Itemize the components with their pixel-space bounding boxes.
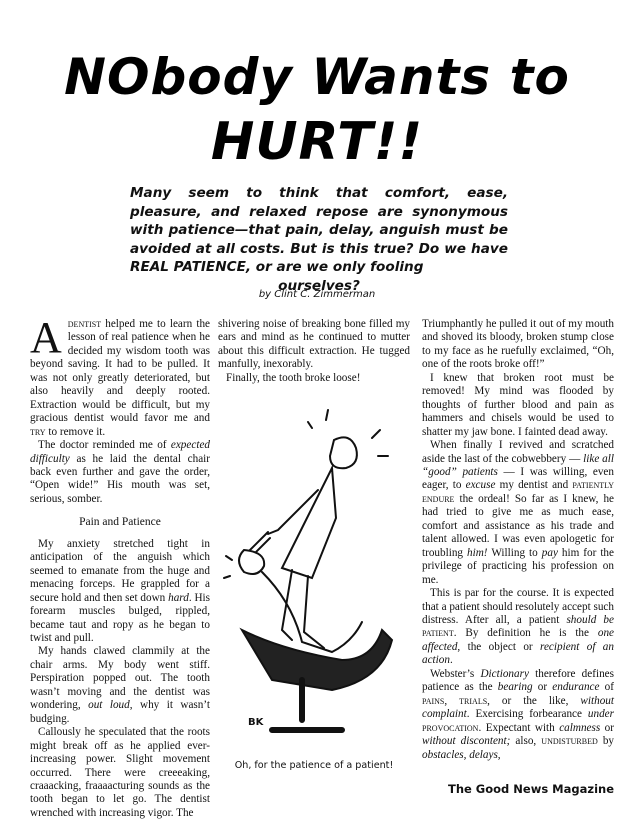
text: out loud xyxy=(88,699,130,712)
dentist-head xyxy=(330,437,357,468)
text: calmness xyxy=(559,721,601,734)
text: to remove it. xyxy=(45,425,106,438)
text: . By definition he is the xyxy=(453,627,598,640)
section-heading: Pain and Patience xyxy=(79,516,161,529)
text: helped me to learn the lesson of real patience when he decided my wisdom tooth was beyond saving. It had to be pulled. It was not only greatly deteriorated, but also heavily and deeply rooted. Extraction would be difficult, but my gracious dentist would favor me and xyxy=(30,318,210,425)
text: as he laid the dental chair back even further and gave the order, “Open wide!” His mouth was set, serious, somber. xyxy=(30,452,210,505)
drop-cap: A xyxy=(30,313,62,362)
text: endurance xyxy=(552,681,600,694)
column-2 xyxy=(218,318,410,385)
patient-body xyxy=(262,572,362,652)
text: Dictionary xyxy=(480,667,529,680)
subtitle-text: Many seem to think that comfort, ease, pleasure, and relaxed repose are synonymous with patience—that pain, delay, anguish must be avoided at all costs. But is this true? Do we have REAL PATIENCE, or are we only fooling xyxy=(130,185,508,275)
text: . Exercising forbearance xyxy=(466,708,588,721)
dentist-legs xyxy=(282,570,324,648)
text: try xyxy=(30,425,46,438)
title-line-1: NObody Wants to xyxy=(64,48,570,106)
text: excuse xyxy=(465,479,496,492)
dentist-body xyxy=(282,468,336,578)
text: by xyxy=(597,735,614,748)
text: expected difficulty xyxy=(30,439,210,465)
text: My hands clawed clammily at the chair arms. My body went stiff. Perspiration popped out. The tooth wasn’t moving and the dentist was wondering, xyxy=(30,645,210,712)
magazine-name-footer: The Good News Magazine xyxy=(447,782,614,796)
text: My anxiety stretched tight in anticipation of the anguish which seemed to emanate from the huge and menacing forceps. He grappled for a secure hold and then set down xyxy=(30,537,210,604)
text: pains, trials, xyxy=(422,694,490,707)
text: , why it wasn’t budging. xyxy=(30,699,211,725)
paragraph xyxy=(30,439,210,506)
text: or the like, xyxy=(489,694,581,707)
text: — I was willing, even eager, to xyxy=(422,465,614,492)
patient-head xyxy=(239,550,264,574)
text: hard xyxy=(168,591,189,604)
text: or xyxy=(532,681,553,694)
text: therefore defines patience as the xyxy=(422,667,614,694)
column-1 xyxy=(30,313,211,820)
text: . Expectant with xyxy=(478,721,560,734)
illustration-caption: Oh, for the patience of a patient! xyxy=(234,760,394,771)
text: bearing xyxy=(497,681,533,694)
text: him! xyxy=(467,546,488,559)
paragraph: Triumphantly he pulled it out of my mouth and shoved its bloody, broken stump close to my face as he ruefully exclaimed, “Oh, one of the roots broke off!” xyxy=(422,318,614,371)
text: undisturbed xyxy=(541,735,598,748)
paragraph xyxy=(30,645,210,726)
paragraph: shivering noise of breaking bone filled my ears and mind as he continued to mutter about this difficult extraction. He tugged manfully, inexorably. xyxy=(218,318,410,371)
text: like all “good” patients xyxy=(422,452,614,478)
text: my dentist and xyxy=(495,479,573,492)
text: under xyxy=(587,708,614,721)
paragraph: Callously he speculated that the roots might break off as he applied ever-increasing power. Slight movement occurred. There were creeeaking, craaacking, fraaaacturing sounds as the tooth began to let go. The dentist wrenched with increasing vigor. The xyxy=(30,726,210,819)
text: When finally I revived and scratched aside the last of the cobwebbery — xyxy=(422,439,614,465)
text: obstacles, delays, xyxy=(422,748,501,761)
paragraph xyxy=(30,313,210,439)
title-line-2: HURT!! xyxy=(210,112,424,172)
byline: by Clint C. Zimmerman xyxy=(258,289,376,300)
paragraph: Finally, the tooth broke loose! xyxy=(226,371,361,384)
text: him for the privilege of practicing his profession on me. xyxy=(422,546,614,586)
dental-chair xyxy=(242,630,392,690)
paragraph xyxy=(422,668,614,762)
text: the ordeal! So far as I knew, he had tried to give me as much ease, comfort and assistance as his trade and talent allowed. I was even apologetic for troubling xyxy=(422,492,614,559)
text: provocation xyxy=(422,721,479,734)
text: recipient of an action xyxy=(422,640,614,667)
text: also, xyxy=(510,735,542,748)
text: , the object or xyxy=(457,640,541,653)
text: Webster’s xyxy=(430,667,481,680)
text: without complaint xyxy=(422,694,614,721)
text: one affected xyxy=(422,627,614,653)
text: The doctor reminded me of xyxy=(38,439,171,452)
text: Willing to xyxy=(487,546,542,559)
text: of xyxy=(599,681,614,694)
paragraph: I knew that broken root must be removed! My mind was flooded by thoughts of further blood and pain as hammers and chisels would be used to shatter my jaw bone. I fainted dead away. xyxy=(422,371,614,438)
column-3 xyxy=(422,318,614,762)
subtitle-last-line: ourselves? xyxy=(278,277,360,294)
text: patiently endure xyxy=(422,479,614,505)
text: dentist xyxy=(67,318,102,330)
text: patient xyxy=(422,627,454,640)
dentist-illustration xyxy=(222,380,410,750)
paragraph xyxy=(30,538,210,646)
text: or xyxy=(600,721,614,734)
text: pay xyxy=(541,546,558,559)
paragraph xyxy=(422,439,614,587)
text: without discontent; xyxy=(422,735,511,748)
text: . His forearm muscles bulged, rippled, became taut and ropy as he began to twist and pull. xyxy=(30,591,210,644)
text: This is par for the course. It is expected that a patient should resolutely accept such distress. After all, a patient xyxy=(422,587,614,626)
paragraph xyxy=(422,587,614,668)
text: should be xyxy=(566,613,614,626)
text: . xyxy=(449,654,453,667)
subtitle xyxy=(130,184,508,295)
illustrator-signature: BK xyxy=(248,717,264,728)
